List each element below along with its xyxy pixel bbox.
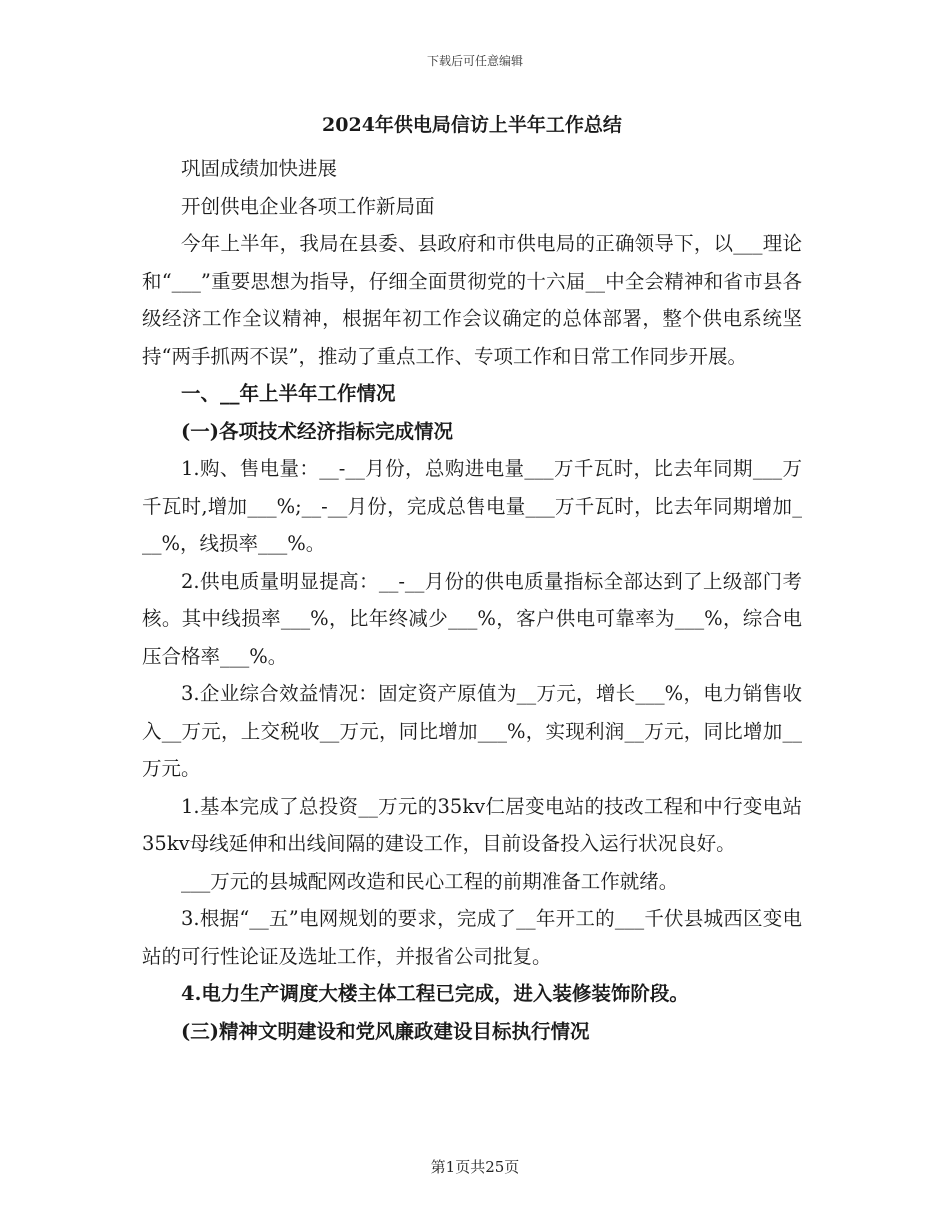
paragraph-intro: 今年上半年，我局在县委、县政府和市供电局的正确领导下，以___理论和“___”重要思想为指导，仔细全面贯彻党的十六届__中全会精神和省市县各级经济工作全议精神，根据年初工作会议确定的总体部署，整个供电系统坚持“两手抓两不误”，推动了重点工作、专项工作和日常工作同步开展。 (142, 232, 802, 368)
paragraph-distribution: ___万元的县城配网改造和民心工程的前期准备工作就绪。 (181, 869, 679, 893)
subsection-heading-1: (一)各项技术经济指标完成情况 (181, 419, 453, 443)
document-body (142, 112, 802, 1050)
subsection-heading-3: (三)精神文明建设和党风廉政建设目标执行情况 (181, 1019, 590, 1043)
paragraph-supply-quality: 2.供电质量明显提高：__-__月份的供电质量指标全部达到了上级部门考核。其中线损率___%，比年终减少___%，客户供电可靠率为___%，综合电压合格率___%。 (142, 569, 802, 668)
paragraph-dispatch-building: 4.电力生产调度大楼主体工程已完成，进入装修装饰阶段。 (181, 982, 689, 1005)
paragraph-grid-plan: 3.根据“__五”电网规划的要求，完成了__年开工的___千伏县城西区变电站的可行性论证及选址工作，并报省公司批复。 (142, 907, 802, 968)
paragraph-efficiency: 3.企业综合效益情况：固定资产原值为__万元，增长___%，电力销售收入__万元，上交税收__万元，同比增加___%，实现利润__万元，同比增加__万元。 (142, 682, 802, 780)
page-footer: 第1页共25页 (430, 1158, 520, 1176)
paragraph-substation: 1.基本完成了总投资__万元的35kv仁居变电站的技改工程和中行变电站35kv母线延伸和出线间隔的建设工作，目前设备投入运行状况良好。 (142, 794, 802, 855)
document-title: 2024年供电局信访上半年工作总结 (322, 114, 622, 136)
header-note: 下载后可任意编辑 (426, 54, 523, 68)
paragraph-power-volume: 1.购、售电量：__-__月份，总购进电量___万千瓦时，比去年同期___万千瓦时,增加___%;__-__月份，完成总售电量___万千瓦时，比去年同期增加___%，线损率___%。 (142, 457, 802, 555)
paragraph-subtitle-1: 巩固成绩加快进展 (181, 157, 338, 180)
paragraph-subtitle-2: 开创供电企业各项工作新局面 (181, 194, 435, 218)
section-heading-1: 一、__年上半年工作情况 (181, 382, 396, 405)
